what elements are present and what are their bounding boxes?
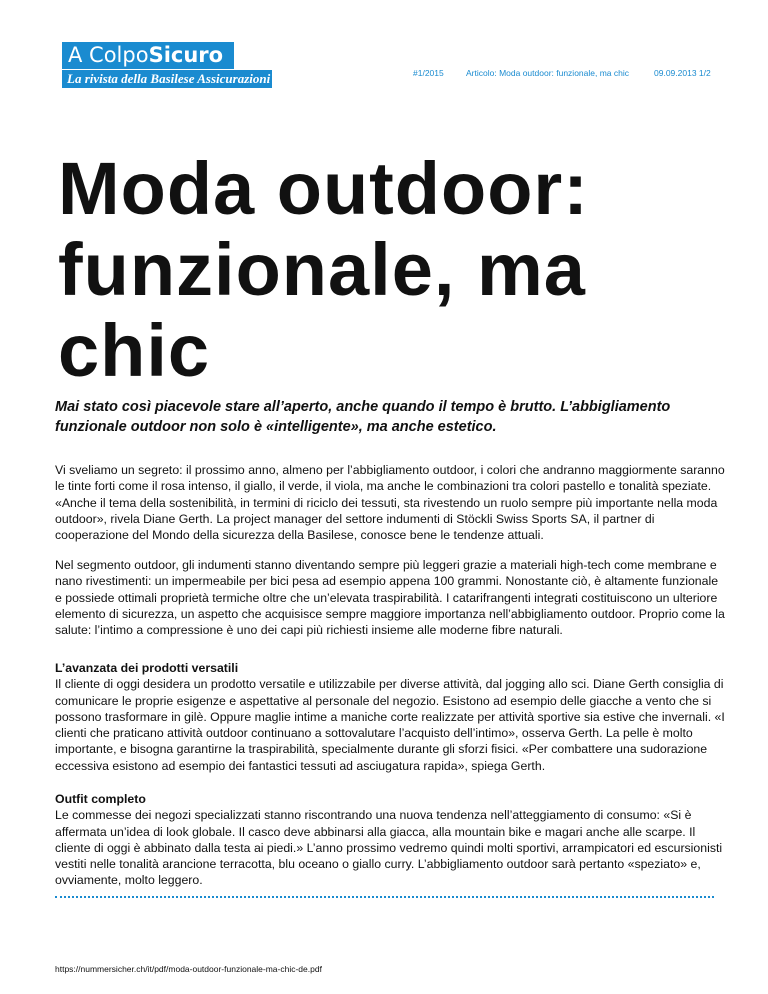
section-text-outfit: Le commesse dei negozi specializzati stanno riscontrando una nuova tendenza nell’atteggiamento di consumo: «Si è affermata un’idea di look globale. Il casco deve abbinarsi alla giacca, alla mountain bike e magari anche alle scarpe. Il cliente di oggi è abbinato dalla testa ai piedi.» L’anno prossimo vedremo quindi molti sportivi, arrampicatori ed escursionisti vestiti nelle tonalità arancione terracotta, blu oceano o giallo curry. L’abbigliamento outdoor sarà pertanto «speziato» e, ovviamente, molto leggero. [55, 808, 723, 888]
article-title: Moda outdoor: funzionale, ma chic [58, 147, 589, 392]
logo-tagline: La rivista della Basilese Assicurazioni [62, 70, 272, 88]
logo-wordmark [62, 42, 234, 69]
footer-url[interactable]: https://nummersicher.ch/it/pdf/moda-outdoor-funzionale-ma-chic-de.pdf [55, 964, 322, 974]
section-heading-outfit: Outfit completo [55, 792, 146, 806]
dotted-divider [55, 896, 714, 898]
issue-number: #1/2015 [413, 68, 444, 78]
logo-brand-part2: Sicuro [148, 43, 224, 67]
article-lead: Mai stato così piacevole stare all’aperto, anche quando il tempo è brutto. L’abbigliamento funzionale outdoor non solo è «intelligente», ma anche estetico. [55, 399, 671, 435]
section-text-versatile: Il cliente di oggi desidera un prodotto versatile e utilizzabile per diverse attività, dal jogging allo sci. Diane Gerth consiglia di comunicare le proprie esigenze e aspettative al personale del negozio. Esistono ad esempio delle giacche a vento che si possono trasformare in gilè. Oppure maglie intime a maniche corte realizzate per attività sportive sia estive che invernali. «I clienti che praticano attività outdoor continuano a sottovalutare l’acquisto dell’intimo», osserva Gerth. La pelle è molto importante, e bisogna garantirne la traspirabilità, specialmente durante gli sforzi fisici. «Per combattere una sudorazione eccessiva esistono ad esempio dei fantastici tessuti ad asciugatura rapida», spiega Gerth. [55, 677, 725, 773]
article-label: Articolo: Moda outdoor: funzionale, ma chic [466, 68, 630, 78]
date-page-indicator: 09.09.2013 1/2 [654, 68, 711, 78]
section-versatile-products [55, 660, 725, 774]
section-complete-outfit [55, 791, 725, 889]
body-paragraph-2: Nel segmento outdoor, gli indumenti stanno diventando sempre più leggeri grazie a materiali high-tech come membrane e nano rivestimenti: un impermeabile per bici pesa ad esempio appena 100 grammi. Nonostante ciò, è altamente funzionale e possiede ottimali proprietà termiche oltre che un’elevata traspirabilità. I catarifrangenti integrati costituiscono un ulteriore elemento di sicurezza, un aspetto che acquisisce sempre maggiore importanza nell’abbigliamento outdoor. Proprio come la salute: l’intimo a compressione è uno dei capi più richiesti insieme alle moderne fibre naturali. [55, 558, 725, 638]
body-paragraph-1: Vi sveliamo un segreto: il prossimo anno, almeno per l’abbigliamento outdoor, i colori che andranno maggiormente saranno le tinte forti come il rosa intenso, il giallo, il verde, il viola, ma anche le combinazioni tra colori pastello e tonalità speziate. «Anche il tema della sostenibilità, in termini di riciclo dei tessuti, sta rivestendo un ruolo sempre più importante nella moda outdoor», rivela Diane Gerth. La project manager del settore indumenti di Stöckli Swiss Sports SA, il partner di cooperazione del Mondo della sicurezza della Basilese, conosce bene le tendenze attuali. [55, 463, 725, 543]
logo-brand-part1: A Colpo [68, 43, 149, 67]
section-heading-versatile: L’avanzata dei prodotti versatili [55, 661, 239, 675]
brand-logo[interactable] [62, 42, 272, 88]
